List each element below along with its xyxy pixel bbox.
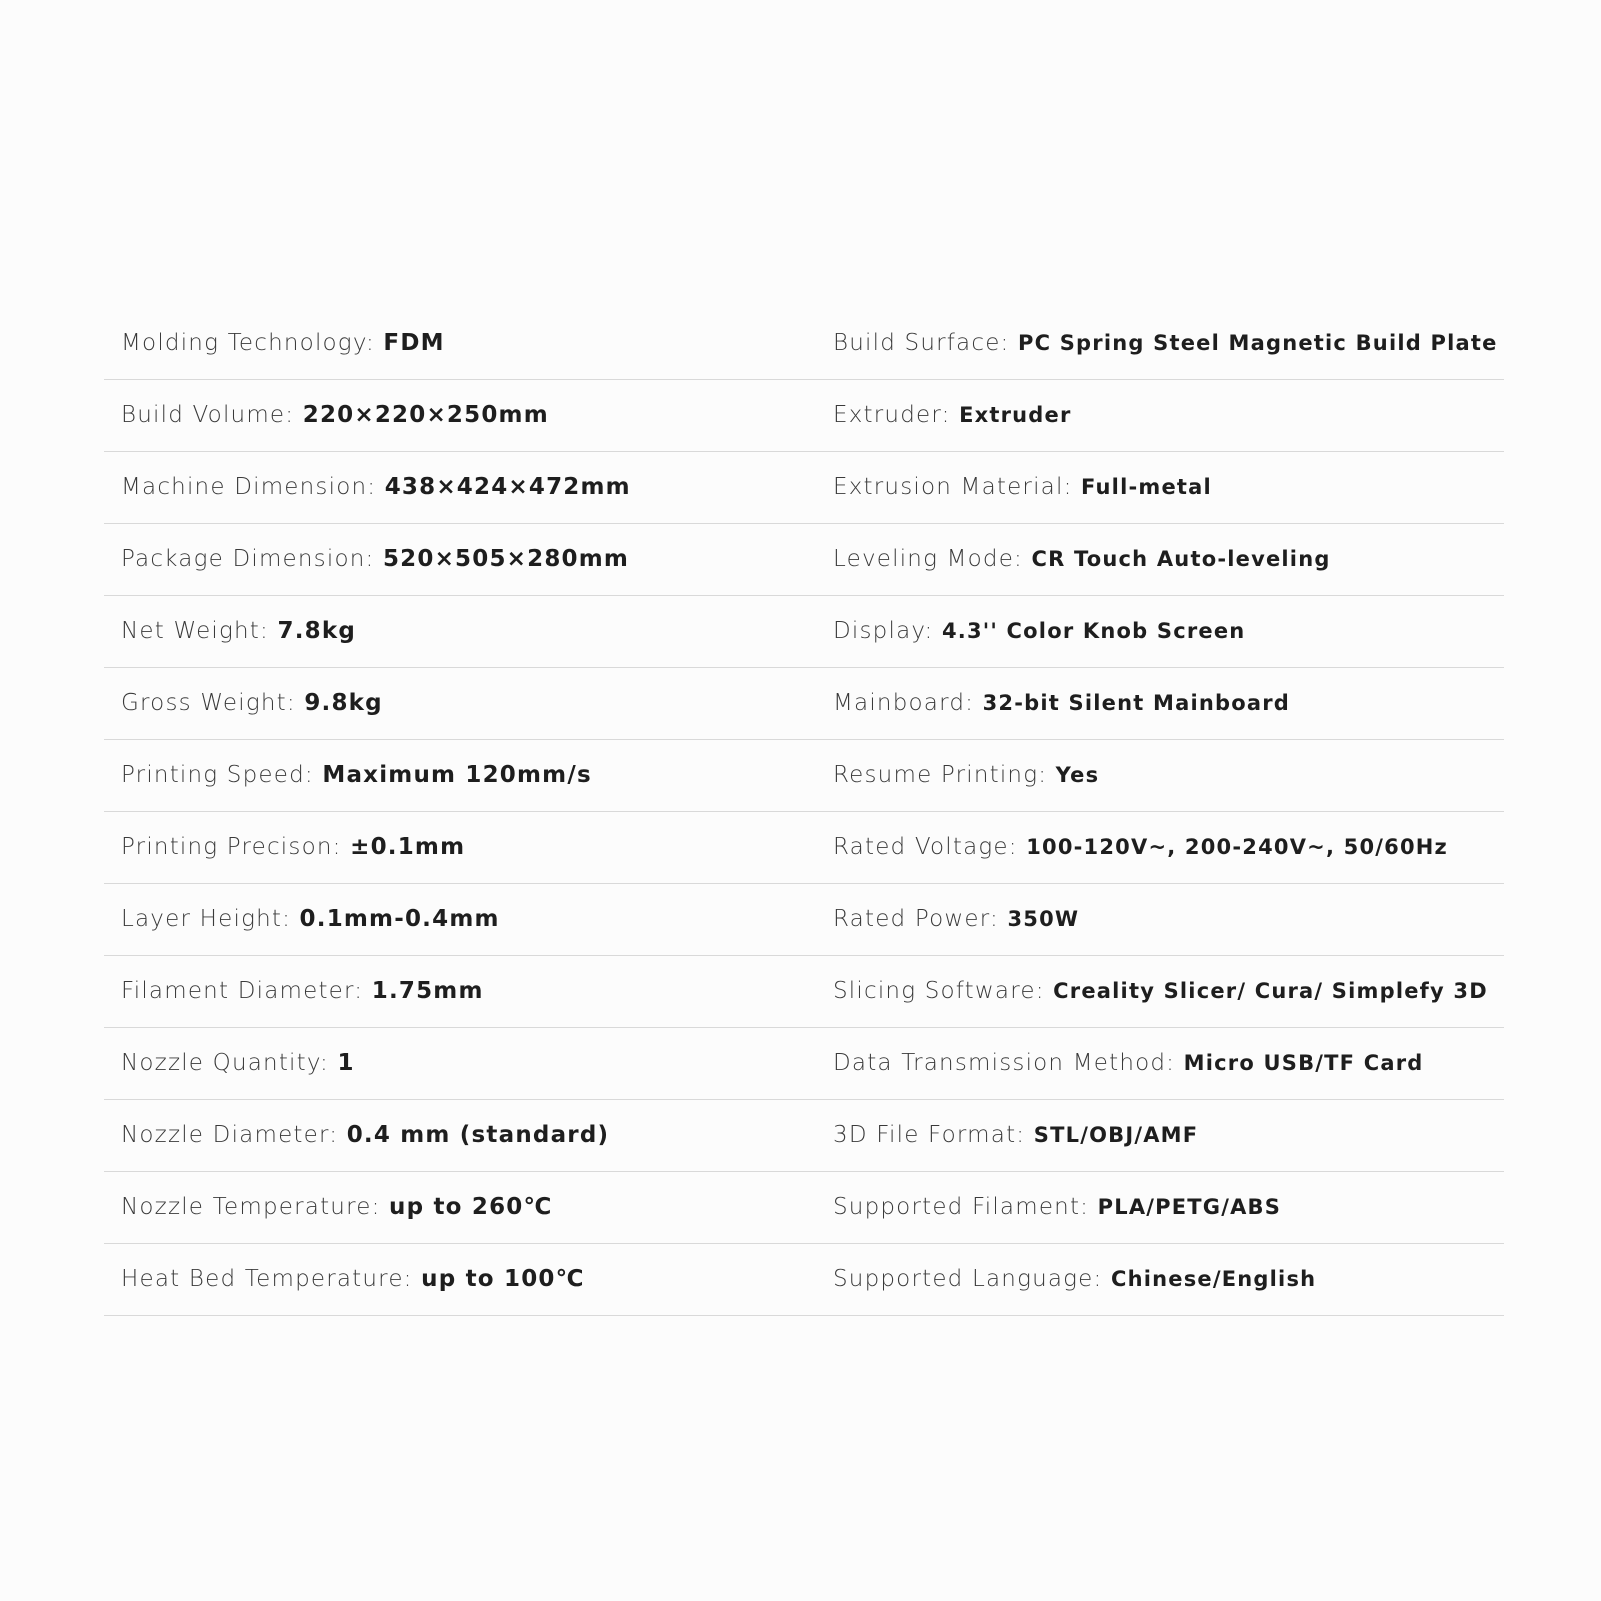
spec-item-nozzle-temperature — [104, 1196, 833, 1219]
spec-value: 1.75mm — [371, 978, 484, 1004]
spec-item-mainboard — [833, 692, 1504, 715]
spec-label: Rated Voltage: — [833, 834, 1018, 860]
spec-label: Supported Filament: — [833, 1194, 1090, 1220]
spec-value: up to 100℃ — [421, 1266, 585, 1292]
spec-item-printing-precision — [104, 836, 833, 859]
spec-label: Heat Bed Temperature: — [121, 1266, 413, 1292]
spec-table — [104, 308, 1504, 1316]
spec-row — [104, 452, 1504, 524]
spec-item-layer-height — [104, 908, 833, 931]
spec-value: 350W — [1007, 907, 1080, 931]
spec-row — [104, 1172, 1504, 1244]
spec-item-display — [833, 620, 1504, 643]
spec-label: Build Surface: — [833, 330, 1010, 356]
spec-item-filament-diameter — [104, 980, 833, 1003]
spec-item-extruder — [833, 404, 1504, 427]
spec-label: Machine Dimension: — [121, 474, 377, 500]
spec-label: Filament Diameter: — [121, 978, 364, 1004]
spec-label: Display: — [833, 618, 934, 644]
spec-item-slicing-software — [833, 980, 1504, 1003]
spec-label: 3D File Format: — [833, 1122, 1026, 1148]
spec-label: Mainboard: — [833, 690, 975, 716]
spec-value: 520×505×280mm — [382, 546, 630, 572]
spec-item-build-volume — [104, 404, 833, 427]
spec-label: Nozzle Temperature: — [121, 1194, 381, 1220]
spec-value: Full-metal — [1081, 475, 1212, 499]
spec-label: Rated Power: — [833, 906, 999, 932]
spec-value: Yes — [1055, 763, 1100, 787]
spec-row — [104, 596, 1504, 668]
spec-value: 32-bit Silent Mainboard — [982, 691, 1291, 715]
spec-item-rated-power — [833, 908, 1504, 931]
spec-value: 438×424×472mm — [384, 474, 631, 500]
spec-value: STL/OBJ/AMF — [1033, 1123, 1199, 1147]
spec-item-supported-filament — [833, 1196, 1504, 1219]
spec-label: Printing Speed: — [121, 762, 314, 788]
spec-label: Nozzle Quantity: — [121, 1050, 329, 1076]
spec-label: Gross Weight: — [121, 690, 296, 716]
spec-value: 0.1mm-0.4mm — [299, 906, 500, 932]
spec-row — [104, 956, 1504, 1028]
spec-row — [104, 1244, 1504, 1316]
spec-value: PC Spring Steel Magnetic Build Plate — [1018, 331, 1498, 355]
spec-value: FDM — [383, 330, 445, 356]
spec-item-nozzle-diameter — [104, 1124, 833, 1147]
spec-label: Slicing Software: — [833, 978, 1045, 1004]
spec-value: up to 260℃ — [389, 1194, 553, 1220]
spec-row — [104, 308, 1504, 380]
spec-row — [104, 884, 1504, 956]
spec-item-molding-technology — [104, 332, 833, 355]
spec-row — [104, 1028, 1504, 1100]
spec-value: Micro USB/TF Card — [1183, 1051, 1424, 1075]
spec-label: Net Weight: — [121, 618, 269, 644]
spec-item-resume-printing — [833, 764, 1504, 787]
spec-value: 1 — [337, 1050, 355, 1076]
spec-label: Extruder: — [833, 402, 951, 428]
spec-label: Printing Precison: — [121, 834, 342, 860]
spec-value: Chinese/English — [1110, 1267, 1317, 1291]
spec-value: Maximum 120mm/s — [322, 762, 592, 788]
spec-item-nozzle-quantity — [104, 1052, 833, 1075]
spec-item-leveling-mode — [833, 548, 1504, 571]
spec-item-3d-file-format — [833, 1124, 1504, 1147]
spec-value: 7.8kg — [277, 618, 356, 644]
spec-item-gross-weight — [104, 692, 833, 715]
spec-value: 4.3'' Color Knob Screen — [941, 619, 1246, 643]
spec-item-rated-voltage — [833, 836, 1504, 859]
spec-item-build-surface — [833, 332, 1504, 355]
spec-item-extrusion-material — [833, 476, 1504, 499]
spec-label: Supported Language: — [833, 1266, 1103, 1292]
spec-value: 0.4 mm (standard) — [346, 1122, 610, 1148]
spec-item-package-dimension — [104, 548, 833, 571]
spec-label: Extrusion Material: — [833, 474, 1073, 500]
spec-value: Extruder — [959, 403, 1072, 427]
spec-item-machine-dimension — [104, 476, 833, 499]
spec-item-supported-language — [833, 1268, 1504, 1291]
spec-row — [104, 668, 1504, 740]
spec-label: Data Transmission Method: — [833, 1050, 1176, 1076]
spec-label: Package Dimension: — [121, 546, 375, 572]
spec-value: CR Touch Auto-leveling — [1031, 547, 1331, 571]
spec-label: Nozzle Diameter: — [121, 1122, 339, 1148]
spec-label: Resume Printing: — [833, 762, 1048, 788]
spec-item-heat-bed-temperature — [104, 1268, 833, 1291]
spec-value: Creality Slicer/ Cura/ Simplefy 3D — [1053, 979, 1488, 1003]
spec-value: PLA/PETG/ABS — [1097, 1195, 1282, 1219]
spec-row — [104, 740, 1504, 812]
spec-item-data-transmission — [833, 1052, 1504, 1075]
spec-label: Build Volume: — [121, 402, 295, 428]
spec-value: 220×220×250mm — [302, 402, 549, 428]
spec-item-net-weight — [104, 620, 833, 643]
spec-row — [104, 524, 1504, 596]
spec-value: 9.8kg — [304, 690, 383, 716]
spec-row — [104, 1100, 1504, 1172]
spec-row — [104, 812, 1504, 884]
spec-value: 100-120V~, 200-240V~, 50/60Hz — [1026, 835, 1448, 859]
spec-value: ±0.1mm — [350, 834, 466, 860]
spec-label: Layer Height: — [121, 906, 292, 932]
spec-item-printing-speed — [104, 764, 833, 787]
spec-row — [104, 380, 1504, 452]
spec-label: Molding Technology: — [121, 330, 375, 356]
spec-label: Leveling Mode: — [833, 546, 1024, 572]
